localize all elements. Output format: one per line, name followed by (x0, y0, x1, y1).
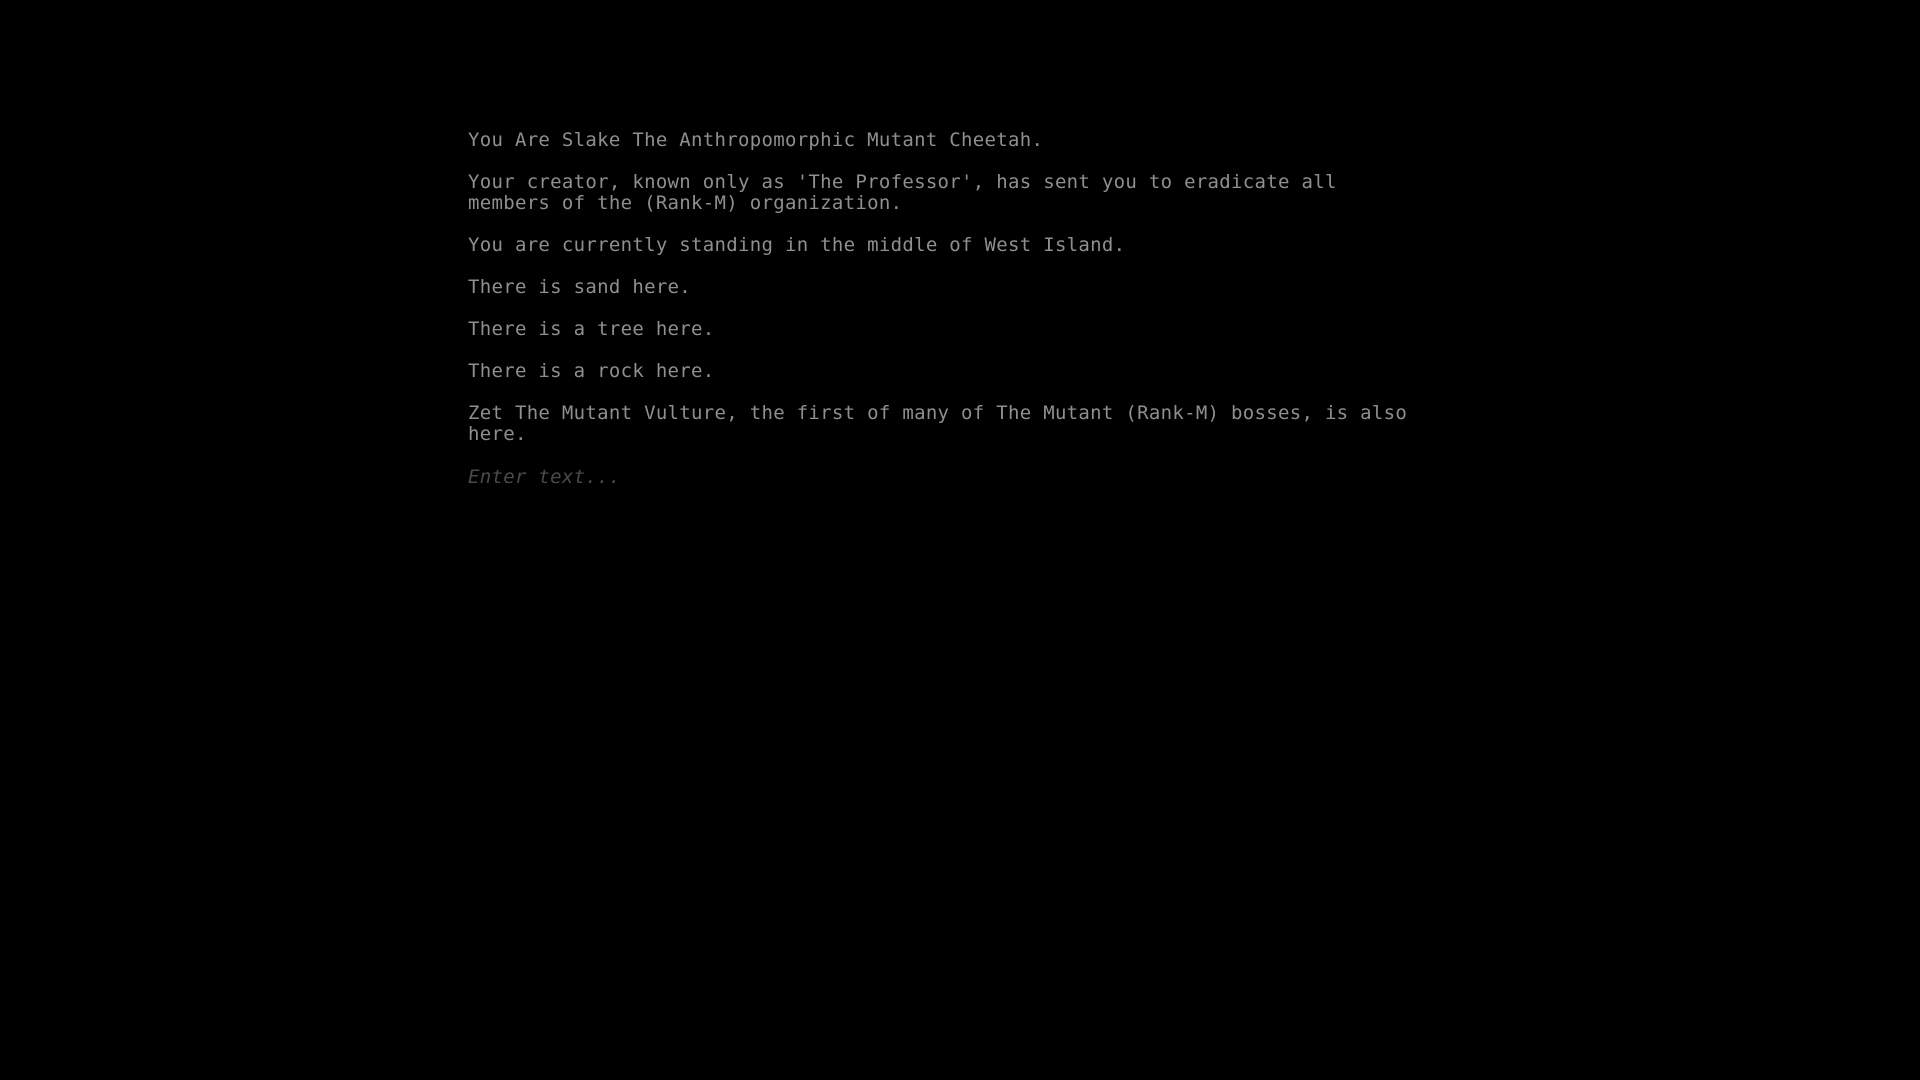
location-text: You are currently standing in the middle of West Island. (468, 234, 1126, 256)
object-rock-text: There is a rock here. (468, 360, 715, 382)
command-input[interactable] (468, 466, 1168, 488)
boss-presence-text: Zet The Mutant Vulture, the first of many of The Mutant (Rank-M) bosses, is also here. (468, 402, 1408, 445)
mission-text: Your creator, known only as 'The Professor', has sent you to eradicate all members of the (Rank-M) organization. (468, 171, 1337, 214)
story-log (468, 130, 1428, 488)
intro-text: You Are Slake The Anthropomorphic Mutant Cheetah. (468, 129, 1044, 151)
object-sand-text: There is sand here. (468, 276, 692, 298)
object-tree-text: There is a tree here. (468, 318, 715, 340)
